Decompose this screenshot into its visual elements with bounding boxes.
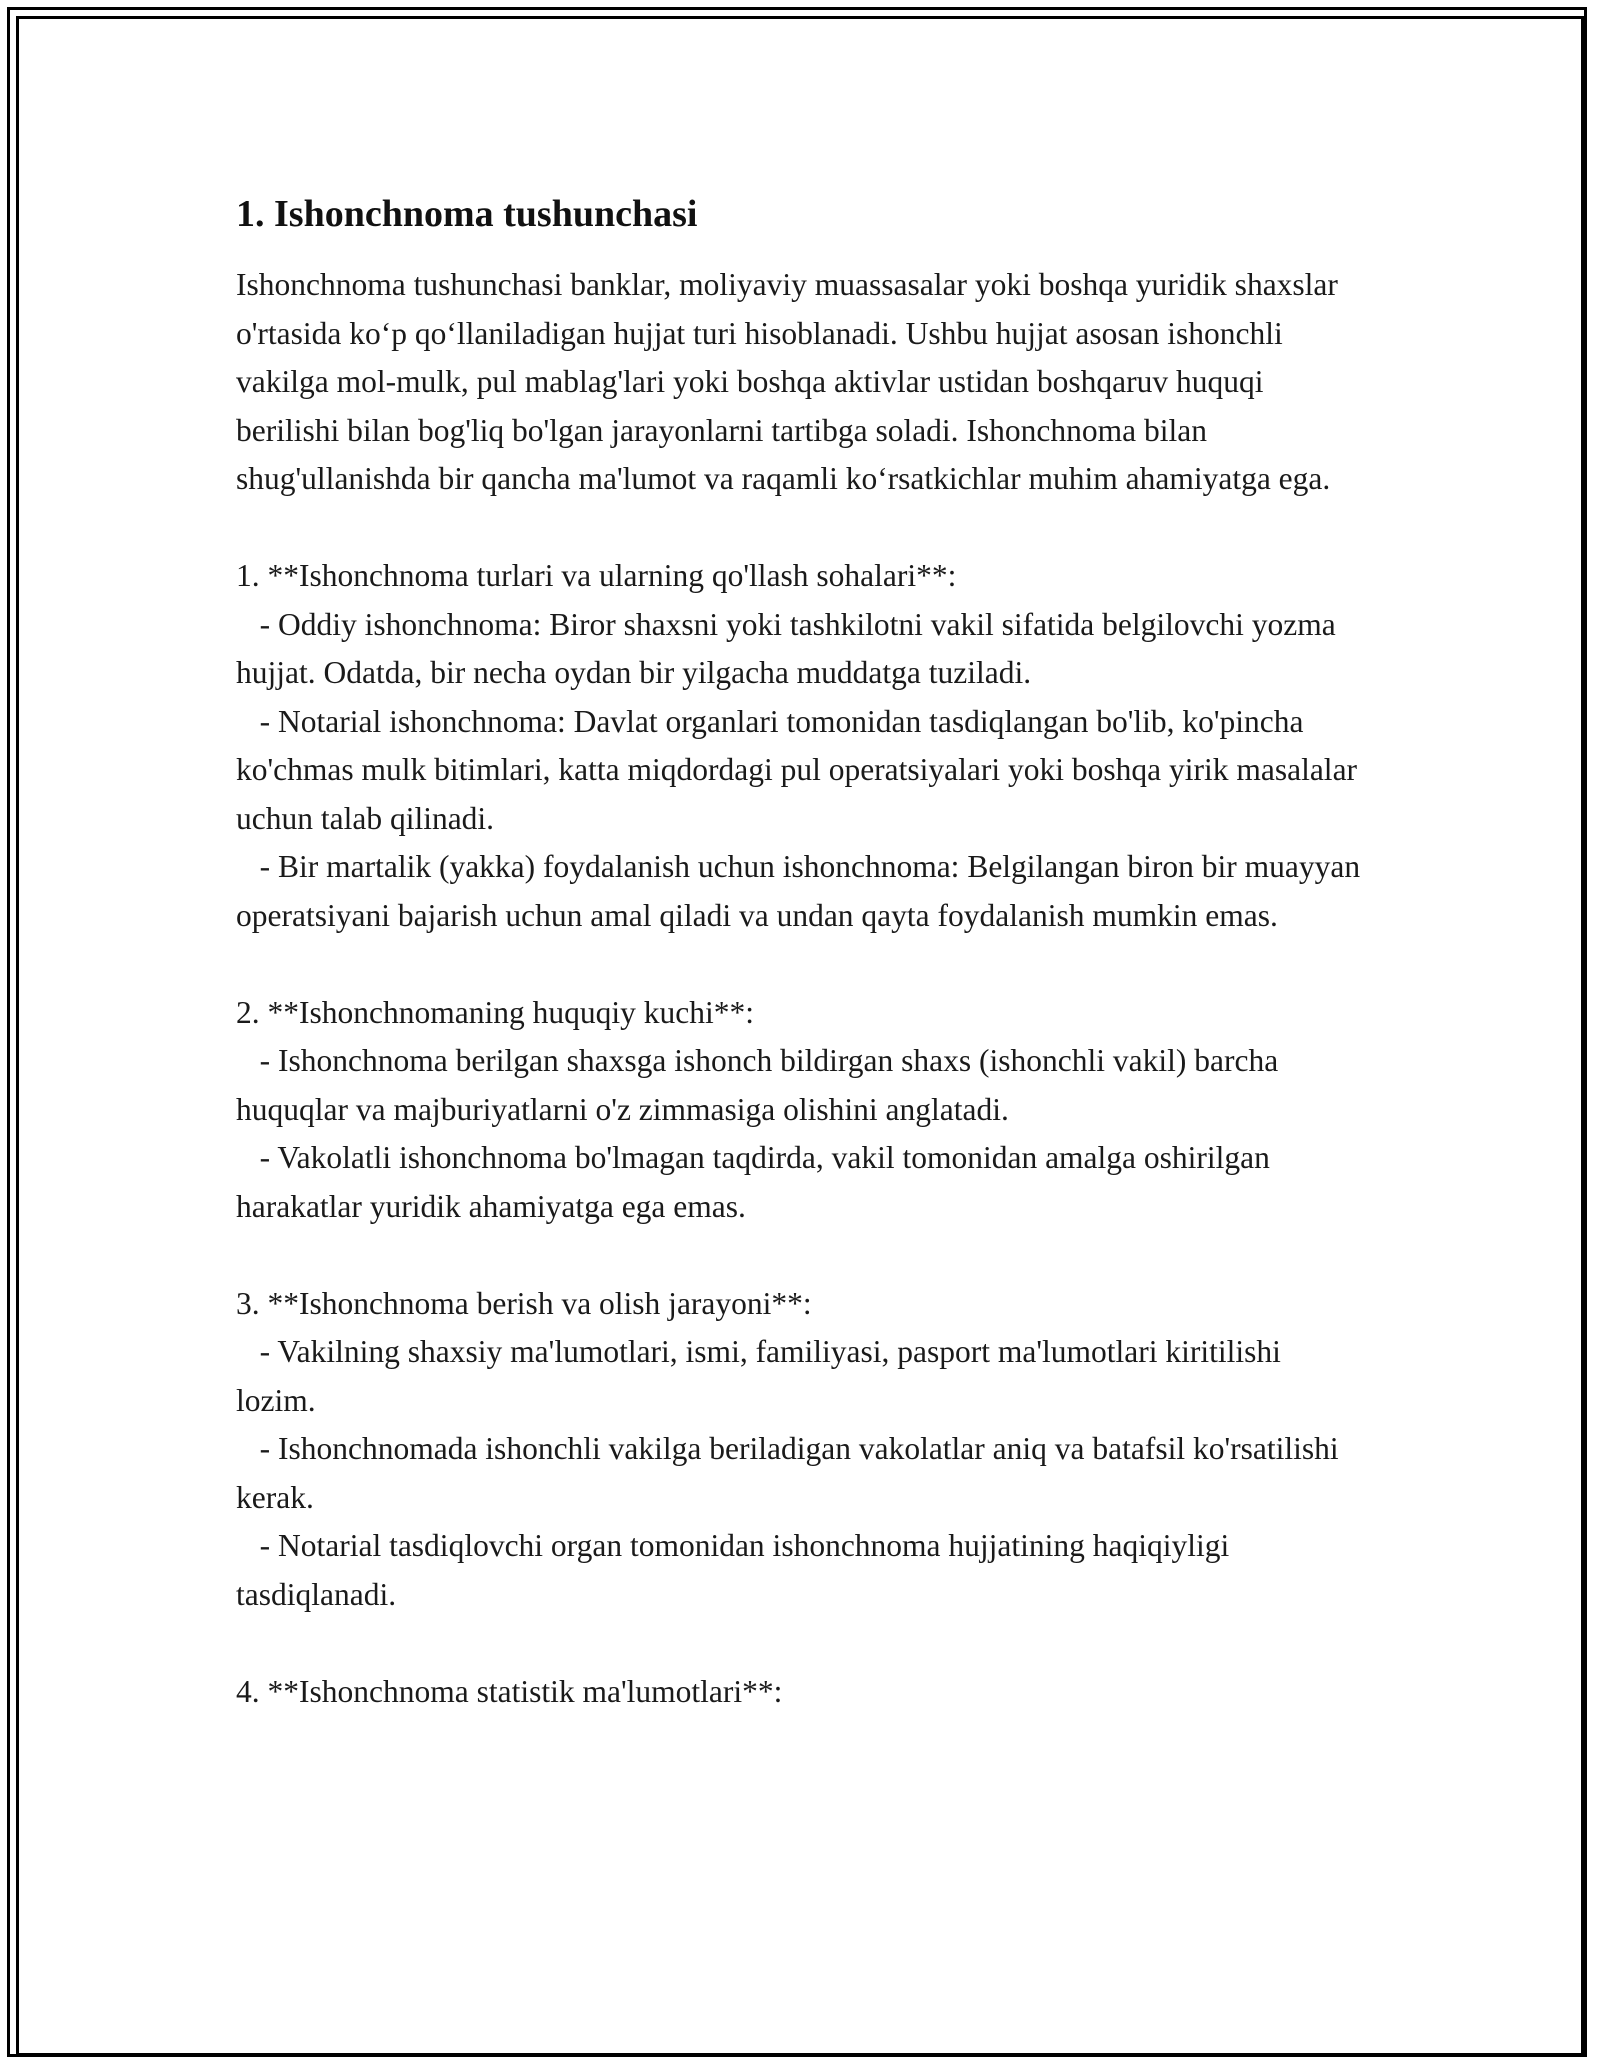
list-item: - Oddiy ishonchnoma: Biror shaxsni yoki tashkilotni vakil sifatida belgilovchi yozma hujjat. Odatda, bir necha oydan bir yilgacha muddatga tuziladi. — [236, 606, 1344, 690]
section-title: 2. **Ishonchnomaning huquqiy kuchi**: — [236, 994, 754, 1030]
section-types — [236, 552, 1366, 940]
paragraph-spacer — [236, 1231, 1366, 1280]
section-statistics — [236, 1668, 1366, 1717]
list-item: - Ishonchnoma berilgan shaxsga ishonch bildirgan shaxs (ishonchli vakil) barcha huquqlar va majburiyatlarni o'z zimmasiga olishini anglatadi. — [236, 1043, 1287, 1127]
document-heading: 1. Ishonchnoma tushunchasi — [236, 193, 698, 235]
list-item: - Ishonchnomada ishonchli vakilga beriladigan vakolatlar aniq va batafsil ko'rsatilishi kerak. — [236, 1431, 1347, 1515]
list-item: - Notarial ishonchnoma: Davlat organlari tomonidan tasdiqlangan bo'lib, ko'pincha ko'chmas mulk bitimlari, katta miqdordagi pul operatsiyalari yoki boshqa yirik masalalar uchun talab qilinadi. — [236, 703, 1365, 836]
section-title: 4. **Ishonchnoma statistik ma'lumotlari**: — [236, 1673, 783, 1709]
paragraph-spacer — [236, 1619, 1366, 1668]
document-body — [236, 188, 1366, 1716]
section-process — [236, 1280, 1366, 1620]
paragraph-spacer — [236, 940, 1366, 989]
section-title: 1. **Ishonchnoma turlari va ularning qo'llash sohalari**: — [236, 558, 957, 593]
section-title: 3. **Ishonchnoma berish va olish jarayoni**: — [236, 1285, 812, 1321]
paragraph-spacer — [236, 504, 1366, 553]
section-legal-force — [236, 989, 1366, 1232]
list-item: - Notarial tasdiqlovchi organ tomonidan ishonchnoma hujjatining haqiqiyligi tasdiqlanadi. — [236, 1528, 1238, 1612]
list-item: - Vakolatli ishonchnoma bo'lmagan taqdirda, vakil tomonidan amalga oshirilgan harakatlar yuridik ahamiyatga ega emas. — [236, 1140, 1278, 1224]
intro-paragraph: Ishonchnoma tushunchasi banklar, moliyaviy muassasalar yoki boshqa yuridik shaxslar o'rtasida ko‘p qo‘llaniladigan hujjat turi hisoblanadi. Ushbu hujjat asosan ishonchli vakilga mol-mulk, pul mablag'lari yoki boshqa aktivlar ustidan boshqaruv huquqi berilishi bilan bog'liq bo'lgan jarayonlarni tartibga soladi. Ishonchnoma bilan shug'ullanishda bir qancha ma'lumot va raqamli ko‘rsatkichlar muhim ahamiyatga ega. — [236, 267, 1338, 496]
list-item: - Vakilning shaxsiy ma'lumotlari, ismi, familiyasi, pasport ma'lumotlari kiritilishi lozim. — [236, 1334, 1289, 1418]
list-item: - Bir martalik (yakka) foydalanish uchun ishonchnoma: Belgilangan biron bir muayyan operatsiyani bajarish uchun amal qiladi va undan qayta foydalanish mumkin emas. — [236, 849, 1368, 933]
